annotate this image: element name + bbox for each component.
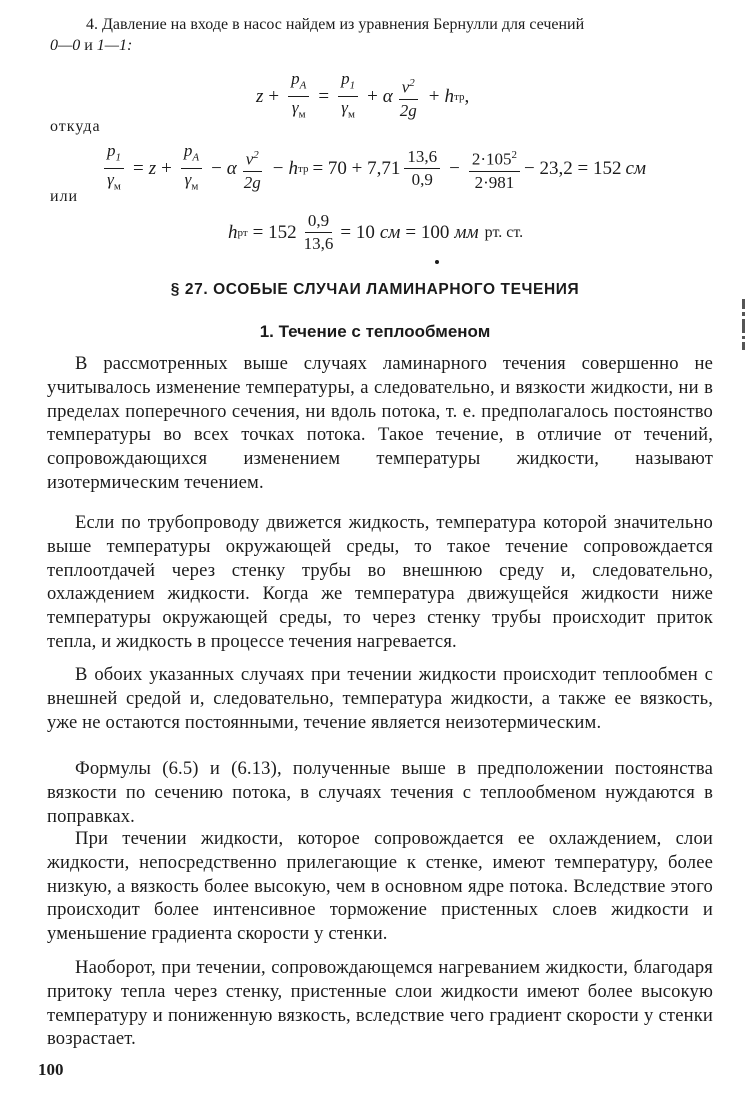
eq2-pA-sub: A	[192, 151, 200, 164]
eq3-unit3: рт. ст.	[484, 223, 524, 241]
eq1-frac-p1	[338, 68, 358, 126]
eq1-gamma2: γ	[341, 98, 348, 118]
eq1-p1-sub: 1	[349, 79, 356, 92]
paragraph-5: При течении жидкости, которое сопровождается ее охлаждением, слои жидкости, непосредственно прилегающие к стенке, имеют температуру, более низкую, а вязкость более высокую, чем в основном ядре потока. Вследствие этого происходит более интенсивное торможение пристенных слоев жидкости и уменьшение градиента скорости у стенки.	[47, 828, 713, 945]
eq1-v-sup: 2	[409, 77, 415, 90]
scan-margin-marks	[741, 296, 746, 356]
eq2-f1-num: 13,6	[404, 146, 440, 169]
eq2-v: v	[245, 149, 254, 169]
eq1-z: z	[256, 85, 264, 107]
paragraph-3: В обоих указанных случаях при течении жидкости происходит теплообмен с внешней средой и, следовательно, температура жидкости, а также ее вязкость, уже не остаются постоянными, течение является неизотермическим.	[47, 664, 713, 733]
section-ref-1: 1—1:	[96, 37, 133, 54]
eq1-gamma-sub: м	[298, 108, 306, 121]
eq2-gamma2: γ	[184, 170, 192, 190]
eq2-gamma2-sub: м	[191, 180, 199, 193]
eq2-f2-sup: 2	[511, 149, 518, 162]
paragraph-1: В рассмотренных выше случаях ламинарного течения совершенно не учитывалось изменение температуры, а следовательно, и вязкости жидкости, ни в пределах поперечного сечения, ни вдоль потока, т. е. предполагалось постоянство температуры во всех точках потока. Такое течение, в отличие от течений, сопровождающихся изменением температуры жидкости, называют изотермическим течением.	[47, 353, 713, 493]
eq1-plus2: +	[367, 85, 378, 107]
eq1-2g: 2g	[399, 100, 417, 120]
eq1-gamma2-sub: м	[347, 108, 355, 121]
eq2-eq: =	[133, 157, 144, 179]
eq2-z: z	[148, 157, 157, 179]
eq2-frac-ratio	[404, 146, 440, 191]
page-number: 100	[38, 1060, 64, 1079]
intro-sections	[50, 35, 720, 56]
eq1-plus: +	[268, 85, 280, 107]
eq3-frac	[301, 210, 337, 255]
eq2-2g: 2g	[243, 172, 261, 192]
eq1-p1: p	[341, 69, 350, 88]
eq2-f2-den: 2·981	[474, 172, 515, 192]
eq2-p1: p	[107, 141, 116, 160]
eq2-minus: −	[211, 157, 222, 179]
eq2-frac-p1	[104, 140, 124, 198]
eq1-alpha: α	[382, 85, 393, 107]
paragraph-6: Наоборот, при течении, сопровождающемся нагреванием жидкости, благодаря притоку тепла через стенку, пристенные слои жидкости имеют более высокую температуру и пониженную вязкость, вследствие чего градиент скорости у стенки возрастает.	[47, 957, 713, 1050]
eq1-frac-v	[397, 72, 420, 122]
paragraph-2: Если по трубопроводу движется жидкость, температура которой значительно выше температуры окружающей среды, то такое течение сопровождается теплоотдачей через стенку трубы во внешнюю среду и, следовательно, охлаждением жидкости. Когда же температура движущейся жидкости ниже температуры окружающей среды, то через стенку трубы происходит приток тепла, и жидкость в процессе течения нагревается.	[47, 512, 713, 652]
eq2-frac-velocity	[469, 144, 520, 194]
paragraph-4: Формулы (6.5) и (6.13), полученные выше в предположении постоянства вязкости по сечению потока, в случаях течения с теплообменом нуждаются в поправках.	[47, 758, 713, 827]
eq2-unit: см	[625, 157, 647, 179]
section-ref-0: 0—0	[50, 37, 81, 54]
eq1-pA-sub: A	[299, 79, 307, 92]
eq1-h: h	[444, 85, 454, 107]
pressure-equation	[100, 140, 646, 198]
eq3-h: h	[228, 221, 238, 243]
intro-line	[50, 14, 720, 35]
eq1-gamma: γ	[291, 98, 299, 118]
eq3-f-den: 13,6	[303, 234, 334, 253]
eq2-f2-num: 2·105	[471, 149, 512, 169]
subsection-title: 1. Течение с теплообменом	[259, 322, 491, 341]
intro-conj: и	[84, 37, 93, 54]
eq2-minus3: −	[449, 157, 460, 179]
eq3-lhs: = 152	[252, 221, 297, 243]
intro-text: Давление на входе в насос найдем из уравнения Бернулли для сечений	[102, 16, 585, 33]
eq2-result: − 23,2 = 152	[524, 157, 622, 179]
eq2-h-sub: тр	[298, 162, 309, 175]
eq2-gamma: γ	[107, 170, 114, 190]
eq3-unit2: мм	[454, 221, 479, 243]
eq3-rhs1: = 10	[340, 221, 375, 243]
eq1-plus3: +	[428, 85, 440, 107]
head-equation	[228, 210, 523, 255]
eq1-pA: p	[291, 69, 300, 88]
eq2-plus: +	[161, 157, 172, 179]
eq2-minus2: −	[272, 157, 284, 179]
eq3-f-num: 0,9	[305, 210, 332, 233]
bernoulli-equation	[256, 68, 469, 126]
eq2-gamma-sub: м	[113, 180, 121, 193]
eq2-pA: p	[183, 141, 193, 160]
word-otkuda: откуда	[50, 118, 101, 135]
eq2-value-expr: = 70 + 7,71	[312, 157, 401, 179]
word-ili: или	[50, 188, 79, 205]
eq1-frac-pA	[288, 68, 309, 126]
eq1-v: v	[401, 77, 410, 97]
eq2-p1-sub: 1	[115, 151, 121, 164]
eq1-eq: =	[318, 85, 330, 107]
eq1-comma: ,	[464, 85, 470, 107]
eq2-h: h	[288, 157, 298, 179]
eq2-v-sup: 2	[253, 149, 259, 162]
eq2-frac-pA	[181, 140, 202, 198]
print-speck	[435, 260, 439, 264]
eq2-f1-den: 0,9	[411, 170, 433, 190]
eq3-rhs2: = 100	[405, 221, 450, 243]
eq1-h-sub: тр	[454, 90, 465, 103]
eq3-h-sub: рт	[237, 226, 248, 239]
intro-paragraph	[50, 14, 720, 56]
intro-number: 4.	[86, 16, 98, 33]
section-title: § 27. ОСОБЫЕ СЛУЧАИ ЛАМИНАРНОГО ТЕЧЕНИЯ	[170, 281, 580, 298]
eq3-unit1: см	[379, 221, 401, 243]
eq2-frac-v	[241, 144, 264, 194]
eq2-alpha: α	[226, 157, 237, 179]
